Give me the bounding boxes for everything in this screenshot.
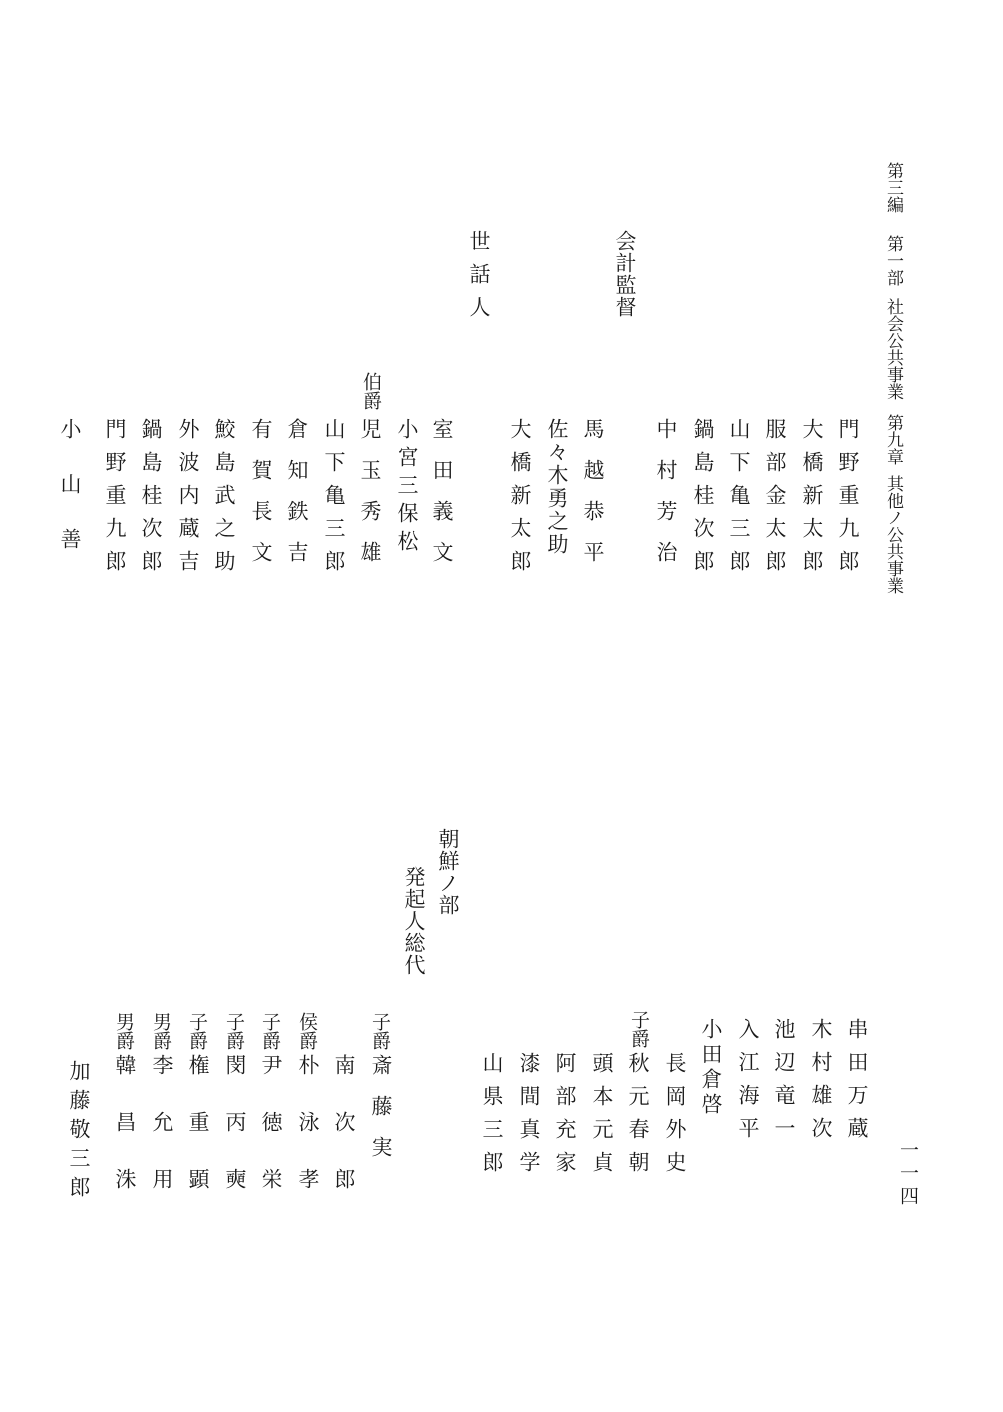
running-header [884,162,901,594]
rank-title: 子爵 [628,1010,650,1048]
list-item: 漆間真学 [517,1052,541,1184]
rank-title: 男爵 [113,1012,135,1050]
rank-title: 伯爵 [360,372,382,410]
section-heading-auditor: 会計監督 [613,230,637,318]
rank-title: 侯爵 [296,1012,318,1050]
list-item: 鍋島桂次郎 [139,418,163,583]
rank-title: 子爵 [259,1012,281,1050]
list-item: 大橋新太郎 [508,418,532,583]
list-item: 秋元春朝 [626,1052,650,1184]
section-heading-korea: 朝鮮ノ部 [436,828,460,916]
list-item: 尹徳栄 [259,1054,283,1225]
list-item: 阿部充家 [553,1052,577,1184]
list-item: 鍋島桂次郎 [691,418,715,583]
list-item: 倉知鉄吉 [285,418,309,582]
list-item: 加藤敬三郎 [67,1060,91,1205]
list-item: 小山善 [58,418,82,583]
list-item: 長岡外史 [663,1052,687,1184]
list-item: 池辺竜一 [772,1018,796,1150]
list-item: 大橋新太郎 [800,418,824,583]
rank-title: 子爵 [369,1012,391,1050]
list-item: 門野重九郎 [836,418,860,583]
list-item: 山下亀三郎 [727,418,751,583]
header-chapter: 第九章 [883,414,903,465]
list-item: 佐々木勇之助 [545,418,569,556]
list-item: 朴泳孝 [296,1054,320,1225]
list-item: 外波内蔵吉 [176,418,200,583]
list-item: 斎藤実 [369,1054,393,1177]
list-item: 室田義文 [430,418,454,582]
rank-title: 男爵 [150,1012,172,1050]
list-item: 入江海平 [736,1018,760,1150]
list-item: 鮫島武之助 [212,418,236,583]
list-item: 木村雄次 [809,1018,833,1150]
list-item: 頭本元貞 [590,1052,614,1184]
list-item: 李允用 [150,1054,174,1225]
list-item: 小宮三保松 [395,418,419,558]
rank-title: 子爵 [186,1012,208,1050]
list-item: 服部金太郎 [763,418,787,583]
list-item: 山県三郎 [480,1052,504,1184]
header-chapter-title: 其他ノ公共事業 [883,475,903,594]
section-heading-caretakers: 世話人 [467,230,491,329]
list-item: 権重顕 [186,1054,210,1225]
list-item: 南次郎 [332,1054,356,1225]
list-item: 馬越恭平 [581,418,605,582]
header-subject: 社会公共事業 [883,298,903,400]
list-item: 串田万蔵 [845,1018,869,1150]
header-part: 第三編 [883,162,903,213]
section-heading-promoters: 発起人総代 [402,866,426,976]
list-item: 児玉秀雄 [358,418,382,582]
list-item: 中村芳治 [654,418,678,582]
list-item: 韓昌洙 [113,1054,137,1225]
rank-title: 子爵 [223,1012,245,1050]
list-item: 門野重九郎 [103,418,127,583]
list-item: 小田倉啓 [699,1018,723,1118]
list-item: 有賀長文 [249,418,273,582]
list-item: 山下亀三郎 [322,418,346,583]
page-number: 一一四 [897,1140,919,1209]
list-item: 閔丙奭 [223,1054,247,1225]
header-section: 第一部 [883,235,903,286]
